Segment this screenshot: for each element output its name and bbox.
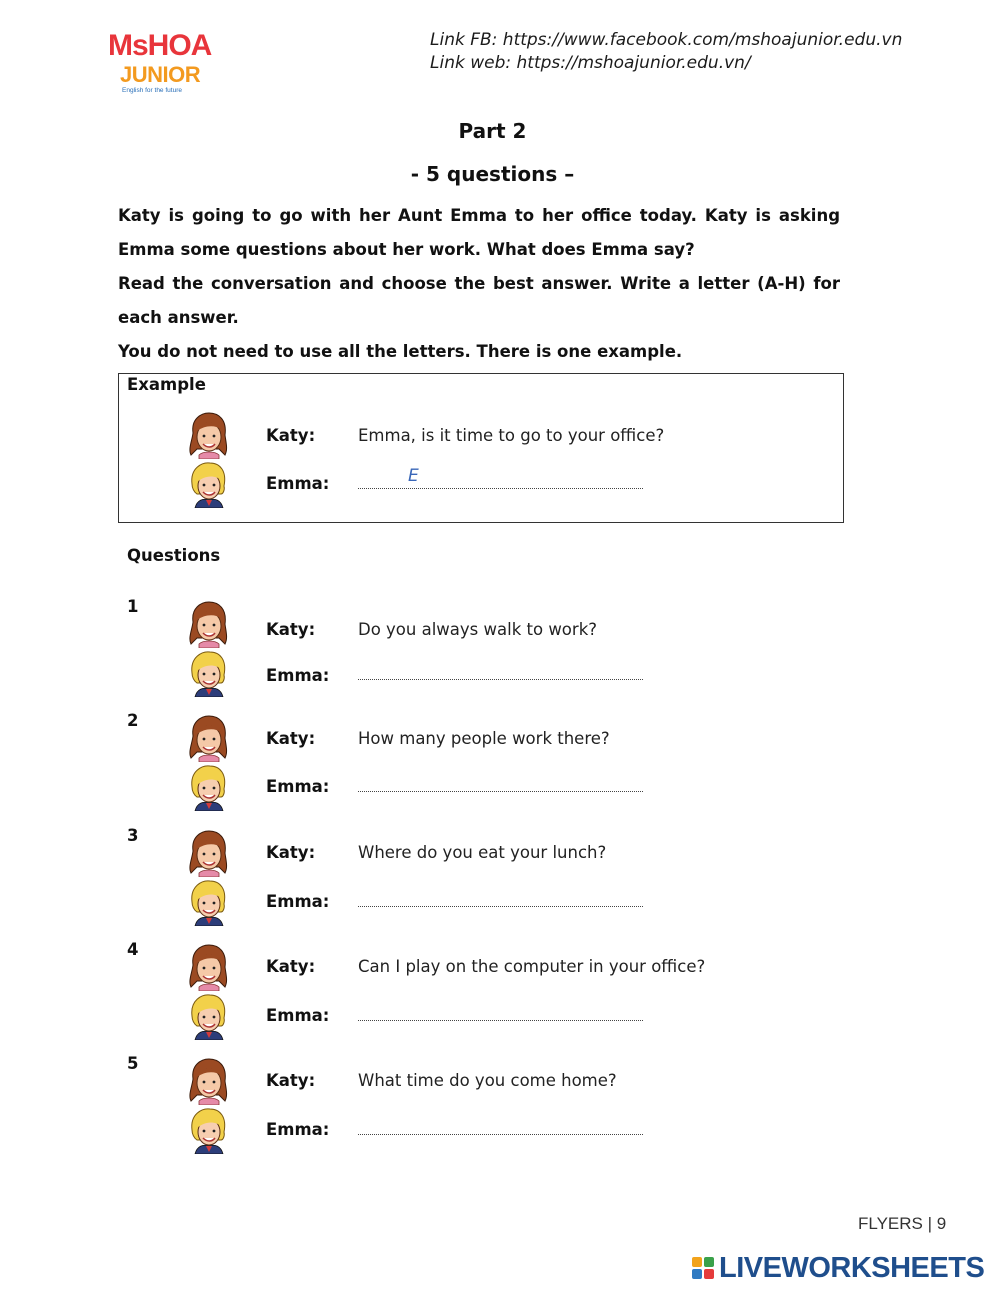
emma-avatar-icon [185,649,231,697]
answer-blank-1[interactable] [358,679,643,680]
instruction-paragraph: You do not need to use all the letters. There is one example. [118,342,683,361]
katy-question-line: Where do you eat your lunch? [358,843,607,862]
question-number: 3 [127,826,139,845]
logo-line2: JUNIOR [120,62,201,87]
answer-blank-4[interactable] [358,1020,643,1021]
example-answer: E [408,466,419,486]
katy-question-line: What time do you come home? [358,1071,617,1090]
emma-avatar-icon [185,1106,231,1154]
liveworksheets-text: LIVEWORKSHEETS [719,1251,985,1284]
katy-speaker-label: Katy: [266,1071,316,1090]
page-number-label: FLYERS | 9 [858,1214,947,1233]
emma-avatar-icon [185,763,231,811]
katy-avatar-icon [185,714,231,762]
emma-speaker-label: Emma: [266,892,330,911]
emma-avatar-icon [185,878,231,926]
questions-count-subtitle: - 5 questions – [410,162,575,186]
example-answer-line [358,488,643,489]
katy-speaker-label: Katy: [266,957,316,976]
emma-speaker-label: Emma: [266,777,330,796]
question-number: 5 [127,1054,139,1073]
katy-speaker-label: Katy: [266,729,316,748]
example-katy-line: Emma, is it time to go to your office? [358,426,665,445]
question-number: 4 [127,940,139,959]
katy-avatar-icon [185,600,231,648]
instruction-paragraph: Read the conversation and choose the best answer. Write a letter (A-H) for each answer. [118,274,840,327]
katy-question-line: Do you always walk to work? [358,620,598,639]
header-links [430,29,902,75]
katy-question-line: How many people work there? [358,729,610,748]
website-link[interactable]: Link web: https://mshoajunior.edu.vn/ [430,53,751,73]
questions-heading: Questions [127,546,221,565]
katy-avatar-icon [185,943,231,991]
katy-speaker-label: Katy: [266,620,316,639]
answer-blank-5[interactable] [358,1134,643,1135]
example-label: Example [127,375,206,394]
katy-avatar-icon [185,1057,231,1105]
part-title: Part 2 [458,119,527,143]
question-number: 2 [127,711,139,730]
answer-blank-3[interactable] [358,906,643,907]
katy-speaker-label: Katy: [266,426,316,445]
liveworksheets-brand[interactable] [692,1252,984,1284]
mshoa-junior-logo [108,30,238,98]
answer-blank-2[interactable] [358,791,643,792]
logo-tagline: English for the future [122,87,182,94]
katy-question-line: Can I play on the computer in your office? [358,957,706,976]
katy-speaker-label: Katy: [266,843,316,862]
question-number: 1 [127,597,139,616]
emma-avatar-icon [185,992,231,1040]
liveworksheets-logo-icon [692,1257,714,1279]
katy-avatar-icon [185,829,231,877]
emma-speaker-label: Emma: [266,1120,330,1139]
logo-line1: MsHOA [108,29,212,62]
emma-speaker-label: Emma: [266,666,330,685]
instruction-paragraph: Katy is going to go with her Aunt Emma to her office today. Katy is asking Emma some questions about her work. What does Emma say? [118,206,840,259]
emma-speaker-label: Emma: [266,1006,330,1025]
instructions [118,199,840,369]
emma-avatar-icon [185,460,231,508]
facebook-link[interactable]: Link FB: https://www.facebook.com/mshoajunior.edu.vn [430,30,903,50]
emma-speaker-label: Emma: [266,474,330,493]
katy-avatar-icon [185,411,231,459]
